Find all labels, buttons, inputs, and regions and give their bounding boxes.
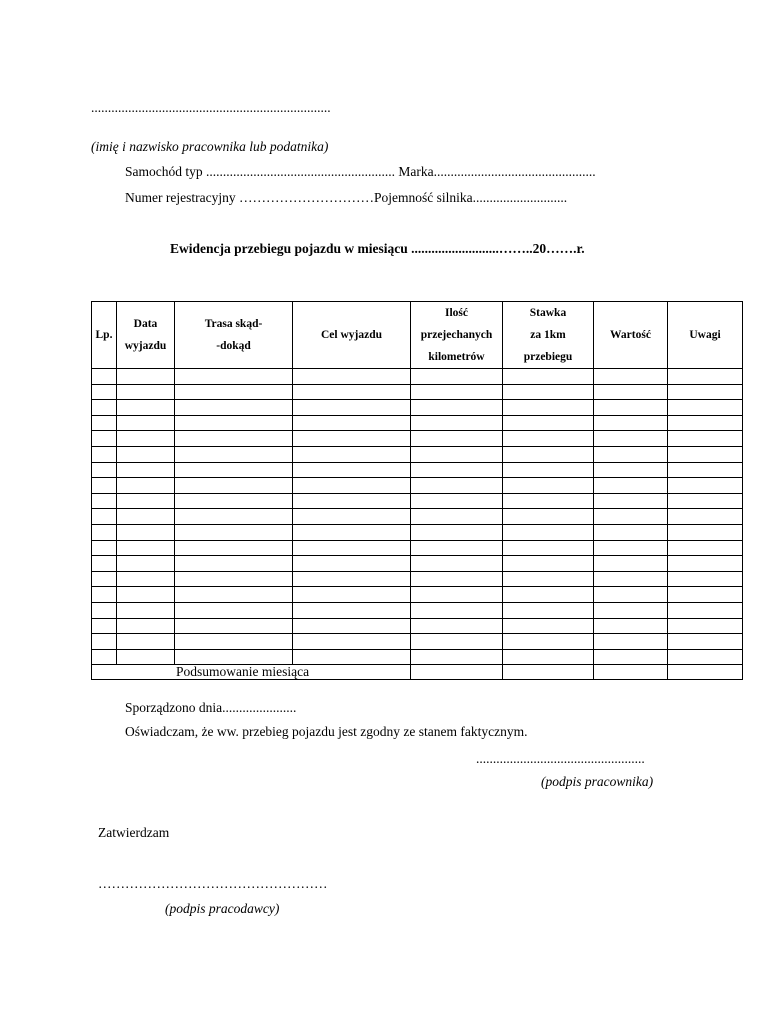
prepared-date-line: Sporządzono dnia...................... <box>125 700 297 715</box>
column-header <box>117 302 175 369</box>
table-cell[interactable] <box>668 634 743 650</box>
table-row <box>92 524 743 540</box>
table-cell[interactable] <box>117 415 175 431</box>
summary-row <box>92 665 743 680</box>
table-cell[interactable] <box>175 509 293 525</box>
employee-signature-caption: (podpis pracownika) <box>541 774 654 789</box>
table-row <box>92 634 743 650</box>
table-header-row <box>92 302 743 369</box>
table-cell[interactable] <box>92 571 117 587</box>
table-cell[interactable] <box>293 556 411 572</box>
table-row <box>92 540 743 556</box>
table-cell[interactable] <box>411 384 503 400</box>
table-cell[interactable] <box>594 400 668 416</box>
table-cell[interactable] <box>92 369 117 385</box>
table-cell[interactable] <box>668 540 743 556</box>
table-cell[interactable] <box>594 478 668 494</box>
table-cell[interactable] <box>117 649 175 665</box>
table-row <box>92 509 743 525</box>
table-cell[interactable] <box>668 571 743 587</box>
table-row <box>92 462 743 478</box>
summary-cell[interactable] <box>668 665 743 680</box>
table-cell[interactable] <box>503 618 594 634</box>
table-cell[interactable] <box>503 431 594 447</box>
column-header-text: przebiegu <box>523 351 573 363</box>
table-cell[interactable] <box>175 556 293 572</box>
table-row <box>92 478 743 494</box>
column-header-text: Lp. <box>95 329 113 341</box>
employer-signature-line: …………………………………………… <box>98 876 328 891</box>
table-cell[interactable] <box>594 384 668 400</box>
table-cell[interactable] <box>668 556 743 572</box>
table-cell[interactable] <box>594 431 668 447</box>
column-header-text: za 1km <box>530 329 566 341</box>
table-cell[interactable] <box>668 400 743 416</box>
table-cell[interactable] <box>293 524 411 540</box>
table-cell[interactable] <box>668 618 743 634</box>
table-cell[interactable] <box>503 462 594 478</box>
table-body <box>92 369 743 680</box>
table-cell[interactable] <box>117 634 175 650</box>
table-cell[interactable] <box>411 524 503 540</box>
table-cell[interactable] <box>92 384 117 400</box>
table-cell[interactable] <box>92 415 117 431</box>
mileage-table <box>91 301 743 680</box>
table-cell[interactable] <box>117 446 175 462</box>
table-cell[interactable] <box>293 446 411 462</box>
table-cell[interactable] <box>117 571 175 587</box>
summary-label: Podsumowanie miesiąca <box>176 664 310 680</box>
column-header-text: Cel wyjazdu <box>320 329 382 341</box>
table-cell[interactable] <box>293 602 411 618</box>
column-header-text: Ilość <box>445 307 468 319</box>
table-cell[interactable] <box>594 587 668 603</box>
table-row <box>92 400 743 416</box>
table-cell[interactable] <box>92 634 117 650</box>
table-cell[interactable] <box>175 462 293 478</box>
table-cell[interactable] <box>411 540 503 556</box>
table-cell[interactable] <box>293 478 411 494</box>
table-cell[interactable] <box>594 524 668 540</box>
table-cell[interactable] <box>411 509 503 525</box>
table-cell[interactable] <box>594 540 668 556</box>
column-header-text: Stawka <box>529 307 567 319</box>
table-cell[interactable] <box>117 493 175 509</box>
table-cell[interactable] <box>594 415 668 431</box>
table-cell[interactable] <box>175 540 293 556</box>
table-row <box>92 384 743 400</box>
table-cell[interactable] <box>117 509 175 525</box>
table-cell[interactable] <box>117 369 175 385</box>
table-row <box>92 369 743 385</box>
table-cell[interactable] <box>293 415 411 431</box>
table-row <box>92 446 743 462</box>
table-cell[interactable] <box>293 618 411 634</box>
table-cell[interactable] <box>293 369 411 385</box>
table-cell[interactable] <box>503 556 594 572</box>
summary-cell[interactable] <box>503 665 594 680</box>
table-cell[interactable] <box>411 431 503 447</box>
table-row <box>92 618 743 634</box>
table-cell[interactable] <box>503 540 594 556</box>
table-row <box>92 649 743 665</box>
table-cell[interactable] <box>175 400 293 416</box>
table-cell[interactable] <box>117 540 175 556</box>
registration-line: Numer rejestracyjny …………………………Pojemność silnika............................ <box>125 190 568 205</box>
table-cell[interactable] <box>503 649 594 665</box>
table-cell[interactable] <box>175 415 293 431</box>
table-cell[interactable] <box>117 602 175 618</box>
table-cell[interactable] <box>668 446 743 462</box>
table-cell[interactable] <box>117 478 175 494</box>
column-header <box>92 302 117 369</box>
table-row <box>92 602 743 618</box>
summary-cell[interactable] <box>411 665 503 680</box>
table-cell[interactable] <box>594 462 668 478</box>
table-row <box>92 431 743 447</box>
table-cell[interactable] <box>92 400 117 416</box>
table-cell[interactable] <box>411 587 503 603</box>
declaration-text: Oświadczam, że ww. przebieg pojazdu jest zgodny ze stanem faktycznym. <box>125 724 528 739</box>
table-cell[interactable] <box>594 649 668 665</box>
table-cell[interactable] <box>668 431 743 447</box>
document-title: Ewidencja przebiegu pojazdu w miesiącu ..........................……..20…….r. <box>170 241 585 256</box>
table-cell[interactable] <box>117 400 175 416</box>
table-cell[interactable] <box>175 478 293 494</box>
column-header <box>293 302 411 369</box>
table-cell[interactable] <box>503 571 594 587</box>
column-header-text: wyjazdu <box>124 340 167 352</box>
table-cell[interactable] <box>293 462 411 478</box>
table-cell[interactable] <box>92 602 117 618</box>
table-cell[interactable] <box>503 369 594 385</box>
table-cell[interactable] <box>594 446 668 462</box>
table-cell[interactable] <box>92 556 117 572</box>
table-cell[interactable] <box>293 400 411 416</box>
summary-label-cell <box>92 665 411 680</box>
table-cell[interactable] <box>92 493 117 509</box>
table-cell[interactable] <box>175 493 293 509</box>
table-cell[interactable] <box>503 493 594 509</box>
column-header <box>411 302 503 369</box>
table-cell[interactable] <box>411 462 503 478</box>
table-cell[interactable] <box>293 431 411 447</box>
table-cell[interactable] <box>411 415 503 431</box>
table-cell[interactable] <box>503 602 594 618</box>
table-cell[interactable] <box>668 587 743 603</box>
table-cell[interactable] <box>92 618 117 634</box>
table-cell[interactable] <box>117 462 175 478</box>
table-cell[interactable] <box>411 571 503 587</box>
table-cell[interactable] <box>503 446 594 462</box>
table-cell[interactable] <box>668 384 743 400</box>
table-cell[interactable] <box>594 493 668 509</box>
table-cell[interactable] <box>293 649 411 665</box>
table-cell[interactable] <box>293 571 411 587</box>
table-cell[interactable] <box>411 478 503 494</box>
table-cell[interactable] <box>594 369 668 385</box>
table-cell[interactable] <box>411 634 503 650</box>
column-header-text: Data <box>133 318 158 330</box>
table-cell[interactable] <box>668 369 743 385</box>
column-header <box>594 302 668 369</box>
table-cell[interactable] <box>92 524 117 540</box>
table-cell[interactable] <box>175 431 293 447</box>
table-cell[interactable] <box>668 415 743 431</box>
table-cell[interactable] <box>117 618 175 634</box>
table-cell[interactable] <box>92 540 117 556</box>
table-cell[interactable] <box>503 478 594 494</box>
table-row <box>92 493 743 509</box>
employee-signature-line: .................................................. <box>476 751 645 766</box>
table-cell[interactable] <box>668 602 743 618</box>
table-cell[interactable] <box>117 384 175 400</box>
column-header <box>668 302 743 369</box>
table-cell[interactable] <box>411 446 503 462</box>
name-caption: (imię i nazwisko pracownika lub podatnika) <box>91 139 329 154</box>
summary-cell[interactable] <box>594 665 668 680</box>
table-cell[interactable] <box>668 524 743 540</box>
name-dotted-line: ....................................................................... <box>91 100 331 115</box>
table-cell[interactable] <box>293 634 411 650</box>
column-header-text: Trasa skąd- <box>204 318 263 330</box>
table-cell[interactable] <box>594 571 668 587</box>
table-row <box>92 587 743 603</box>
table-cell[interactable] <box>503 415 594 431</box>
table-cell[interactable] <box>293 587 411 603</box>
car-type-line: Samochód typ ........................................................ Marka................................................ <box>125 164 596 179</box>
table-cell[interactable] <box>411 649 503 665</box>
table-cell[interactable] <box>594 618 668 634</box>
table-cell[interactable] <box>503 509 594 525</box>
table-cell[interactable] <box>668 493 743 509</box>
table-cell[interactable] <box>175 649 293 665</box>
column-header-text: -dokąd <box>216 340 251 352</box>
table-cell[interactable] <box>293 493 411 509</box>
table-row <box>92 556 743 572</box>
table-cell[interactable] <box>175 587 293 603</box>
table-cell[interactable] <box>293 509 411 525</box>
column-header-text: kilometrów <box>428 351 485 363</box>
column-header-text: Uwagi <box>689 329 721 341</box>
table-cell[interactable] <box>175 571 293 587</box>
table-cell[interactable] <box>92 587 117 603</box>
table-cell[interactable] <box>175 369 293 385</box>
approve-label: Zatwierdzam <box>98 825 170 840</box>
table-cell[interactable] <box>92 462 117 478</box>
table-cell[interactable] <box>293 540 411 556</box>
table-cell[interactable] <box>117 556 175 572</box>
table-cell[interactable] <box>594 509 668 525</box>
table-cell[interactable] <box>411 493 503 509</box>
employer-signature-caption: (podpis pracodawcy) <box>165 901 280 916</box>
table-cell[interactable] <box>668 509 743 525</box>
table-cell[interactable] <box>117 431 175 447</box>
table-cell[interactable] <box>503 384 594 400</box>
table-cell[interactable] <box>503 587 594 603</box>
table-cell[interactable] <box>411 556 503 572</box>
column-header <box>503 302 594 369</box>
column-header-text: Wartość <box>610 329 651 341</box>
table-cell[interactable] <box>411 400 503 416</box>
table-cell[interactable] <box>293 384 411 400</box>
table-cell[interactable] <box>92 446 117 462</box>
column-header-text: przejechanych <box>420 329 493 341</box>
table-cell[interactable] <box>668 478 743 494</box>
table-cell[interactable] <box>503 400 594 416</box>
table-cell[interactable] <box>594 634 668 650</box>
table-cell[interactable] <box>117 587 175 603</box>
table-cell[interactable] <box>411 369 503 385</box>
table-cell[interactable] <box>175 634 293 650</box>
table-cell[interactable] <box>411 618 503 634</box>
table-cell[interactable] <box>175 446 293 462</box>
table-cell[interactable] <box>92 509 117 525</box>
table-cell[interactable] <box>503 524 594 540</box>
table-cell[interactable] <box>594 602 668 618</box>
table-cell[interactable] <box>175 602 293 618</box>
table-cell[interactable] <box>668 462 743 478</box>
table-cell[interactable] <box>92 649 117 665</box>
table-cell[interactable] <box>668 649 743 665</box>
column-header <box>175 302 293 369</box>
table-cell[interactable] <box>92 431 117 447</box>
table-row <box>92 415 743 431</box>
table-row <box>92 571 743 587</box>
table-cell[interactable] <box>117 524 175 540</box>
table-cell[interactable] <box>175 618 293 634</box>
table-cell[interactable] <box>503 634 594 650</box>
table-cell[interactable] <box>594 556 668 572</box>
table-cell[interactable] <box>411 602 503 618</box>
table-cell[interactable] <box>175 384 293 400</box>
table-cell[interactable] <box>92 478 117 494</box>
table-cell[interactable] <box>175 524 293 540</box>
